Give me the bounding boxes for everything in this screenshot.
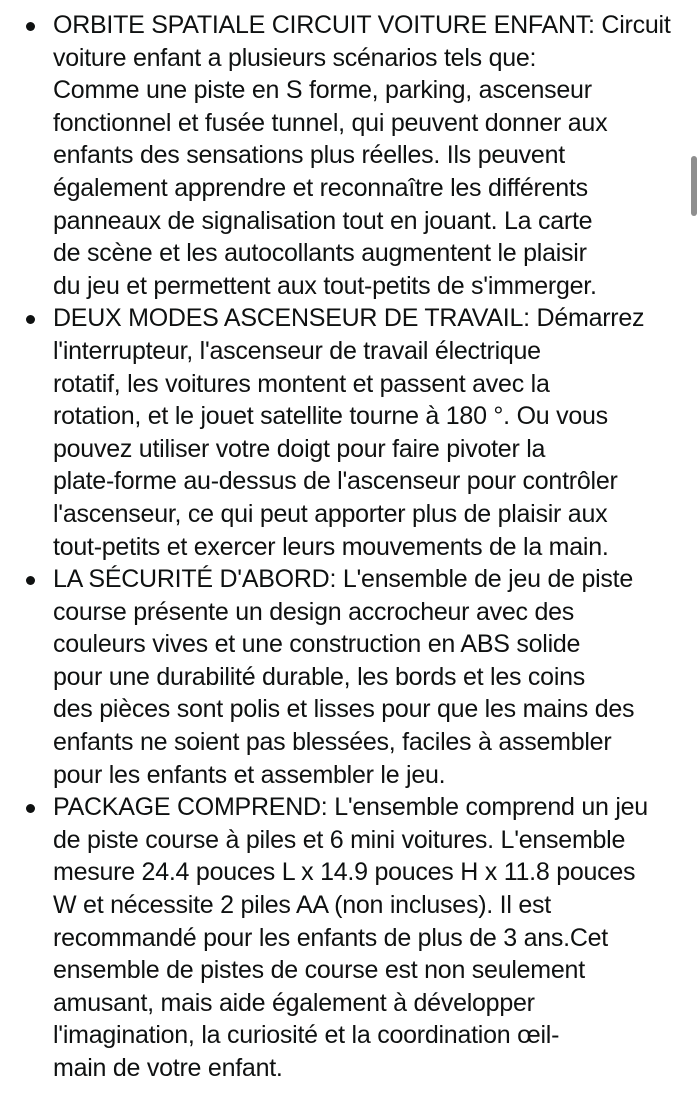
feature-text-line: enfants des sensations plus réelles. Ils peuvent bbox=[53, 141, 565, 170]
feature-text-line: tout-petits et exercer leurs mouvements de la main. bbox=[53, 532, 609, 561]
feature-text-line: amusant, mais aide également à développer bbox=[53, 988, 535, 1017]
feature-text-line: voiture enfant a plusieurs scénarios tels que: bbox=[53, 43, 537, 72]
feature-text-line: rotation, et le jouet satellite tourne à 180 °. Ou vous bbox=[53, 402, 608, 431]
feature-text-line: l'ascenseur, ce qui peut apporter plus de plaisir aux bbox=[53, 499, 608, 528]
feature-bullet-orbite-spatiale bbox=[0, 9, 700, 302]
feature-text-line: pour les enfants et assembler le jeu. bbox=[53, 760, 446, 789]
feature-text-line: plate-forme au-dessus de l'ascenseur pour contrôler bbox=[53, 467, 618, 496]
feature-text bbox=[53, 791, 694, 1084]
feature-text-line: couleurs vives et une construction en ABS solide bbox=[53, 630, 581, 659]
feature-text-line: du jeu et permettent aux tout-petits de s'immerger. bbox=[53, 271, 597, 300]
feature-text-line: fonctionnel et fusée tunnel, qui peuvent donner aux bbox=[53, 108, 608, 137]
feature-text-line: LA SÉCURITÉ D'ABORD: L'ensemble de jeu de piste bbox=[53, 565, 634, 594]
feature-text-line: PACKAGE COMPREND: L'ensemble comprend un jeu bbox=[53, 793, 648, 822]
feature-text-line: ensemble de pistes de course est non seulement bbox=[53, 956, 585, 985]
bullet-dot-icon bbox=[26, 576, 35, 585]
feature-bullet-list bbox=[0, 9, 700, 1085]
feature-text-line: de piste course à piles et 6 mini voitures. L'ensemble bbox=[53, 825, 626, 854]
feature-text-line: des pièces sont polis et lisses pour que les mains des bbox=[53, 695, 635, 724]
feature-text-line: ORBITE SPATIALE CIRCUIT VOITURE ENFANT: Circuit bbox=[53, 11, 671, 39]
feature-text-line: DEUX MODES ASCENSEUR DE TRAVAIL: Démarrez bbox=[53, 304, 645, 333]
feature-bullet-ascenseur bbox=[0, 302, 700, 563]
vertical-scrollbar-thumb[interactable] bbox=[691, 156, 697, 216]
feature-text-line: l'imagination, la curiosité et la coordination œil- bbox=[53, 1021, 560, 1050]
feature-text-line: W et nécessite 2 piles AA (non incluses). Il est bbox=[53, 891, 551, 920]
feature-text-line: pouvez utiliser votre doigt pour faire pivoter la bbox=[53, 434, 546, 463]
bullet-dot-icon bbox=[26, 22, 35, 31]
feature-text-line: rotatif, les voitures montent et passent avec la bbox=[53, 369, 550, 398]
feature-text-line: course présente un design accrocheur avec des bbox=[53, 597, 575, 626]
feature-text-line: Comme une piste en S forme, parking, ascenseur bbox=[53, 76, 592, 105]
feature-text-line: enfants ne soient pas blessées, faciles à assembler bbox=[53, 728, 612, 757]
bullet-dot-icon bbox=[26, 804, 35, 813]
feature-text bbox=[53, 302, 694, 563]
feature-text-line: de scène et les autocollants augmentent le plaisir bbox=[53, 239, 587, 268]
feature-text-line: recommandé pour les enfants de plus de 3 ans.Cet bbox=[53, 923, 609, 952]
bullet-dot-icon bbox=[26, 315, 35, 324]
feature-text-line: mesure 24.4 pouces L x 14.9 pouces H x 11.8 pouces bbox=[53, 858, 636, 887]
feature-text-line: panneaux de signalisation tout en jouant. La carte bbox=[53, 206, 593, 235]
feature-text bbox=[53, 563, 694, 791]
feature-text-line: également apprendre et reconnaître les différents bbox=[53, 173, 588, 202]
feature-text-line: l'interrupteur, l'ascenseur de travail électrique bbox=[53, 336, 541, 365]
feature-text-line: pour une durabilité durable, les bords et les coins bbox=[53, 662, 586, 691]
feature-text bbox=[53, 9, 694, 302]
feature-bullet-package bbox=[0, 791, 700, 1084]
feature-text-line: main de votre enfant. bbox=[53, 1054, 283, 1082]
feature-bullet-securite bbox=[0, 563, 700, 791]
